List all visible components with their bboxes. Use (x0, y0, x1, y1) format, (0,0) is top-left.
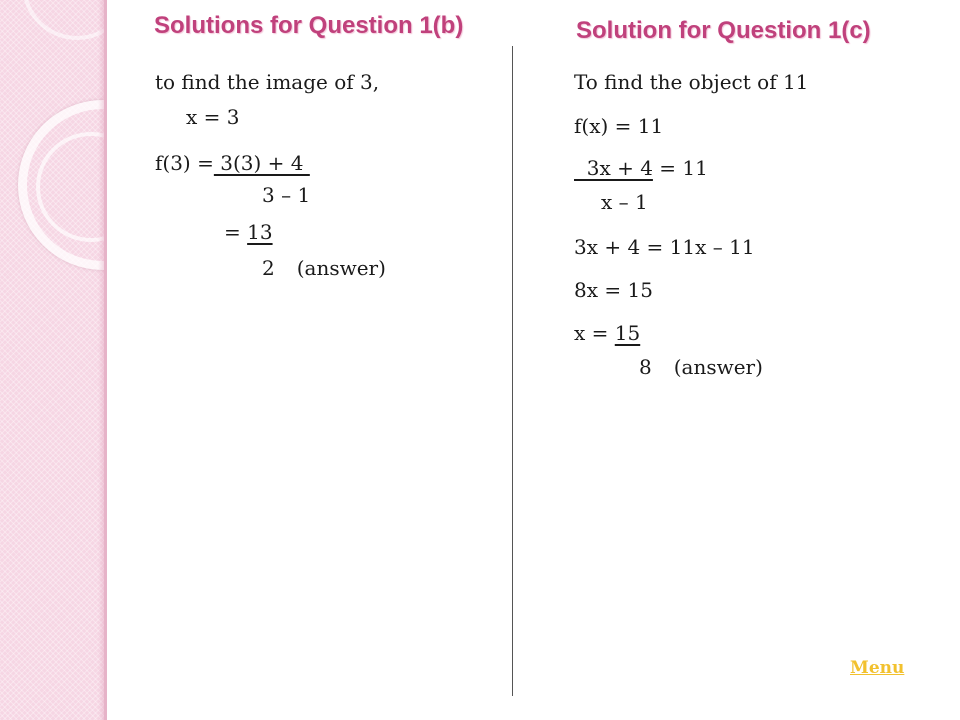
side-panel-edge (104, 0, 107, 720)
q1c-line-5: 3x + 4 = 11x – 11 (574, 235, 755, 259)
q1c-line-6: 8x = 15 (574, 278, 653, 302)
q1c-line-1: To find the object of 11 (574, 70, 809, 94)
question-1c-heading: Solution for Question 1(c) (576, 17, 871, 44)
q1c-answer-note: (answer) (673, 355, 763, 379)
q1b-equals: = (224, 220, 248, 244)
q1c-denominator: x – 1 (601, 190, 648, 214)
q1c-line-3 (574, 158, 708, 178)
q1c-result-numerator: 15 (614, 321, 641, 345)
q1c-x-equals: x = (574, 321, 615, 345)
q1b-line-3 (155, 153, 310, 173)
q1b-denominator: 3 – 1 (262, 183, 311, 207)
q1c-line-8 (639, 357, 763, 377)
q1c-result-denominator: 8 (639, 355, 652, 379)
q1b-result-numerator: 13 (247, 220, 273, 244)
q1c-numerator: 3x + 4 (574, 156, 653, 180)
menu-link[interactable]: Menu (850, 658, 905, 678)
q1b-line-2: x = 3 (186, 105, 240, 129)
q1b-f3-label: f(3) = (155, 151, 214, 175)
decorative-side-panel (0, 0, 106, 720)
decorative-ring-icon (22, 0, 106, 40)
q1c-line-7 (574, 323, 640, 343)
q1b-line-5 (224, 222, 273, 242)
q1b-numerator: 3(3) + 4 (213, 151, 310, 175)
q1c-equals-11: = 11 (652, 156, 708, 180)
q1b-result-denominator: 2 (262, 256, 275, 280)
q1c-line-2: f(x) = 11 (574, 114, 664, 138)
q1b-line-1: to find the image of 3, (155, 70, 380, 94)
question-1b-heading: Solutions for Question 1(b) (154, 12, 464, 39)
column-divider (512, 46, 513, 696)
q1b-answer-note: (answer) (296, 256, 386, 280)
q1b-line-6 (262, 258, 386, 278)
